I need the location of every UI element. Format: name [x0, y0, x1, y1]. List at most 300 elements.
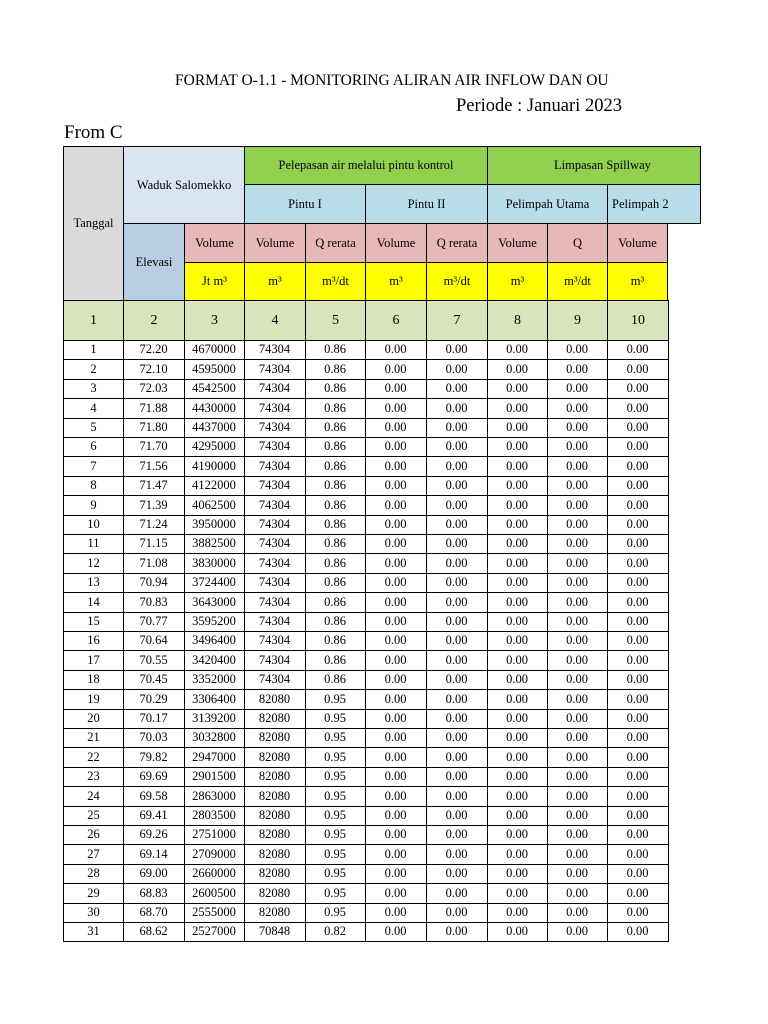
cell-volume-waduk: 4430000	[184, 398, 245, 419]
column-number-4: 4	[244, 300, 306, 341]
column-number-7: 7	[426, 300, 488, 341]
cell-volume-pintu-1: 74304	[244, 437, 306, 457]
cell-elevasi: 70.03	[123, 728, 185, 748]
cell-volume-pintu-2: 0.00	[365, 418, 427, 438]
cell-q-pintu-1: 0.95	[305, 903, 366, 923]
cell-volume-waduk: 4595000	[184, 359, 245, 380]
cell-q-pelimpah-utama: 0.00	[547, 359, 608, 380]
cell-q-pintu-2: 0.00	[426, 534, 488, 554]
cell-volume-pintu-1: 82080	[244, 844, 306, 865]
cell-q-pintu-1: 0.95	[305, 747, 366, 768]
cell-tanggal: 30	[63, 903, 124, 923]
cell-elevasi: 70.64	[123, 631, 185, 651]
header-volume-waduk: Volume	[184, 223, 245, 263]
cell-volume-pintu-2: 0.00	[365, 515, 427, 535]
cell-tanggal: 27	[63, 844, 124, 865]
header-pelepasan: Pelepasan air melalui pintu kontrol	[244, 146, 488, 185]
cell-volume-pintu-2: 0.00	[365, 534, 427, 554]
cell-volume-waduk: 2803500	[184, 806, 245, 826]
cell-volume-waduk: 3139200	[184, 709, 245, 729]
cell-q-pelimpah-utama: 0.00	[547, 670, 608, 690]
cell-q-pintu-2: 0.00	[426, 709, 488, 729]
cell-volume-pelimpah-2: 0.00	[607, 650, 669, 671]
cell-tanggal: 22	[63, 747, 124, 768]
cell-elevasi: 70.17	[123, 709, 185, 729]
cell-volume-waduk: 4670000	[184, 340, 245, 360]
cell-volume-pintu-1: 74304	[244, 670, 306, 690]
cell-volume-pelimpah-2: 0.00	[607, 553, 669, 574]
cell-volume-pelimpah-utama: 0.00	[487, 515, 548, 535]
cell-volume-pelimpah-2: 0.00	[607, 592, 669, 613]
cell-q-pintu-2: 0.00	[426, 844, 488, 865]
cell-q-pintu-2: 0.00	[426, 398, 488, 419]
cell-volume-pintu-1: 74304	[244, 534, 306, 554]
cell-volume-pelimpah-utama: 0.00	[487, 709, 548, 729]
cell-volume-pelimpah-2: 0.00	[607, 670, 669, 690]
cell-q-pintu-1: 0.86	[305, 359, 366, 380]
period-label: Periode : Januari 2023	[456, 96, 622, 116]
cell-volume-waduk: 4122000	[184, 476, 245, 496]
cell-volume-pelimpah-2: 0.00	[607, 786, 669, 807]
column-number-6: 6	[365, 300, 427, 341]
cell-q-pintu-1: 0.86	[305, 418, 366, 438]
cell-volume-waduk: 2709000	[184, 844, 245, 865]
cell-volume-pelimpah-2: 0.00	[607, 612, 669, 632]
cell-elevasi: 71.08	[123, 553, 185, 574]
cell-volume-pintu-1: 74304	[244, 359, 306, 380]
header-q-pelimpah-utama: Q	[547, 223, 608, 263]
cell-volume-pintu-2: 0.00	[365, 844, 427, 865]
cell-volume-pelimpah-utama: 0.00	[487, 903, 548, 923]
cell-q-pintu-2: 0.00	[426, 379, 488, 399]
cell-volume-pintu-2: 0.00	[365, 476, 427, 496]
cell-q-pelimpah-utama: 0.00	[547, 379, 608, 399]
cell-tanggal: 11	[63, 534, 124, 554]
cell-q-pintu-1: 0.86	[305, 379, 366, 399]
cell-volume-pintu-1: 82080	[244, 903, 306, 923]
cell-q-pintu-2: 0.00	[426, 747, 488, 768]
cell-volume-pintu-2: 0.00	[365, 747, 427, 768]
cell-elevasi: 71.80	[123, 418, 185, 438]
cell-q-pelimpah-utama: 0.00	[547, 883, 608, 904]
cell-elevasi: 69.26	[123, 825, 185, 845]
cell-volume-pelimpah-2: 0.00	[607, 709, 669, 729]
cell-q-pintu-1: 0.86	[305, 573, 366, 593]
cell-q-pelimpah-utama: 0.00	[547, 747, 608, 768]
cell-q-pelimpah-utama: 0.00	[547, 456, 608, 477]
cell-volume-pelimpah-utama: 0.00	[487, 340, 548, 360]
cell-volume-pelimpah-utama: 0.00	[487, 573, 548, 593]
cell-q-pelimpah-utama: 0.00	[547, 340, 608, 360]
unit-m3-pelimpah-utama: m³	[487, 262, 548, 301]
cell-q-pintu-1: 0.95	[305, 883, 366, 904]
cell-elevasi: 70.45	[123, 670, 185, 690]
cell-tanggal: 10	[63, 515, 124, 535]
unit-jt-m3: Jt m³	[184, 262, 245, 301]
cell-volume-pintu-2: 0.00	[365, 709, 427, 729]
cell-volume-pelimpah-2: 0.00	[607, 515, 669, 535]
cell-volume-waduk: 2751000	[184, 825, 245, 845]
cell-tanggal: 16	[63, 631, 124, 651]
cell-volume-pintu-1: 74304	[244, 612, 306, 632]
cell-volume-pelimpah-utama: 0.00	[487, 495, 548, 516]
cell-volume-pelimpah-2: 0.00	[607, 379, 669, 399]
cell-elevasi: 69.41	[123, 806, 185, 826]
cell-tanggal: 12	[63, 553, 124, 574]
cell-volume-waduk: 2863000	[184, 786, 245, 807]
cell-volume-pintu-1: 82080	[244, 883, 306, 904]
cell-volume-waduk: 3724400	[184, 573, 245, 593]
cell-tanggal: 18	[63, 670, 124, 690]
column-number-3: 3	[184, 300, 245, 341]
header-pelimpah-utama: Pelimpah Utama	[487, 184, 608, 224]
cell-volume-pelimpah-utama: 0.00	[487, 670, 548, 690]
cell-elevasi: 68.83	[123, 883, 185, 904]
cell-q-pintu-2: 0.00	[426, 922, 488, 942]
document-title: FORMAT O-1.1 - MONITORING ALIRAN AIR INFLOW DAN OU	[175, 72, 609, 89]
cell-tanggal: 14	[63, 592, 124, 613]
cell-volume-pelimpah-2: 0.00	[607, 689, 669, 710]
cell-q-pelimpah-utama: 0.00	[547, 844, 608, 865]
cell-elevasi: 68.70	[123, 903, 185, 923]
cell-q-pintu-2: 0.00	[426, 670, 488, 690]
cell-elevasi: 71.24	[123, 515, 185, 535]
cell-q-pintu-2: 0.00	[426, 515, 488, 535]
cell-volume-pelimpah-2: 0.00	[607, 864, 669, 884]
cell-q-pelimpah-utama: 0.00	[547, 864, 608, 884]
cell-q-pintu-2: 0.00	[426, 767, 488, 787]
cell-volume-pelimpah-2: 0.00	[607, 844, 669, 865]
cell-volume-pintu-2: 0.00	[365, 689, 427, 710]
cell-volume-pelimpah-utama: 0.00	[487, 747, 548, 768]
cell-q-pintu-1: 0.86	[305, 398, 366, 419]
cell-volume-pintu-1: 74304	[244, 418, 306, 438]
cell-volume-pintu-1: 70848	[244, 922, 306, 942]
cell-elevasi: 70.83	[123, 592, 185, 613]
cell-q-pelimpah-utama: 0.00	[547, 553, 608, 574]
cell-q-pintu-2: 0.00	[426, 903, 488, 923]
cell-volume-pelimpah-2: 0.00	[607, 883, 669, 904]
cell-volume-pelimpah-utama: 0.00	[487, 476, 548, 496]
cell-volume-waduk: 4190000	[184, 456, 245, 477]
cell-q-pintu-2: 0.00	[426, 631, 488, 651]
cell-tanggal: 24	[63, 786, 124, 807]
cell-volume-pelimpah-2: 0.00	[607, 825, 669, 845]
cell-volume-pelimpah-2: 0.00	[607, 495, 669, 516]
cell-volume-waduk: 2600500	[184, 883, 245, 904]
cell-q-pintu-2: 0.00	[426, 456, 488, 477]
cell-volume-waduk: 2947000	[184, 747, 245, 768]
cell-q-pintu-2: 0.00	[426, 728, 488, 748]
cell-tanggal: 4	[63, 398, 124, 419]
cell-volume-pintu-1: 74304	[244, 650, 306, 671]
header-limpasan: Limpasan Spillway	[487, 146, 701, 185]
header-volume-pelimpah-2: Volume	[607, 223, 668, 263]
cell-elevasi: 79.82	[123, 747, 185, 768]
cell-volume-pintu-2: 0.00	[365, 573, 427, 593]
cell-volume-waduk: 3352000	[184, 670, 245, 690]
cell-q-pintu-2: 0.00	[426, 418, 488, 438]
cell-volume-pintu-1: 82080	[244, 864, 306, 884]
cell-volume-pelimpah-2: 0.00	[607, 476, 669, 496]
cell-tanggal: 28	[63, 864, 124, 884]
cell-volume-pelimpah-utama: 0.00	[487, 398, 548, 419]
cell-volume-pelimpah-utama: 0.00	[487, 786, 548, 807]
cell-volume-waduk: 3496400	[184, 631, 245, 651]
cell-volume-waduk: 3643000	[184, 592, 245, 613]
cell-q-pintu-1: 0.95	[305, 864, 366, 884]
cell-tanggal: 25	[63, 806, 124, 826]
cell-q-pintu-1: 0.86	[305, 553, 366, 574]
cell-q-pintu-2: 0.00	[426, 340, 488, 360]
cell-volume-pintu-2: 0.00	[365, 553, 427, 574]
cell-volume-pintu-1: 82080	[244, 825, 306, 845]
cell-volume-pintu-1: 74304	[244, 515, 306, 535]
cell-volume-waduk: 3420400	[184, 650, 245, 671]
cell-q-pintu-2: 0.00	[426, 573, 488, 593]
cell-volume-pintu-2: 0.00	[365, 786, 427, 807]
cell-q-pintu-1: 0.86	[305, 515, 366, 535]
cell-elevasi: 71.56	[123, 456, 185, 477]
cell-volume-pintu-1: 74304	[244, 592, 306, 613]
header-tanggal: Tanggal	[63, 146, 124, 301]
header-elevasi: Elevasi	[123, 223, 185, 301]
cell-tanggal: 21	[63, 728, 124, 748]
unit-m3dt-pelimpah-utama: m³/dt	[547, 262, 608, 301]
cell-q-pintu-2: 0.00	[426, 786, 488, 807]
cell-volume-pintu-1: 82080	[244, 728, 306, 748]
cell-q-pintu-1: 0.95	[305, 709, 366, 729]
cell-tanggal: 3	[63, 379, 124, 399]
cell-volume-waduk: 3830000	[184, 553, 245, 574]
column-number-9: 9	[547, 300, 608, 341]
cell-tanggal: 9	[63, 495, 124, 516]
cell-volume-pelimpah-utama: 0.00	[487, 534, 548, 554]
cell-q-pintu-1: 0.95	[305, 728, 366, 748]
cell-volume-pintu-1: 82080	[244, 747, 306, 768]
cell-q-pelimpah-utama: 0.00	[547, 515, 608, 535]
cell-volume-pelimpah-2: 0.00	[607, 767, 669, 787]
cell-volume-pintu-2: 0.00	[365, 359, 427, 380]
cell-tanggal: 13	[63, 573, 124, 593]
cell-volume-pintu-2: 0.00	[365, 922, 427, 942]
cell-volume-pintu-1: 74304	[244, 573, 306, 593]
cell-volume-pelimpah-utama: 0.00	[487, 553, 548, 574]
cell-q-pintu-2: 0.00	[426, 806, 488, 826]
cell-q-pintu-2: 0.00	[426, 553, 488, 574]
cell-volume-pelimpah-2: 0.00	[607, 437, 669, 457]
cell-volume-pelimpah-2: 0.00	[607, 418, 669, 438]
column-number-2: 2	[123, 300, 185, 341]
cell-q-pintu-1: 0.86	[305, 456, 366, 477]
cell-q-pintu-2: 0.00	[426, 825, 488, 845]
cell-q-pintu-1: 0.95	[305, 825, 366, 845]
cell-volume-waduk: 3950000	[184, 515, 245, 535]
cell-elevasi: 71.88	[123, 398, 185, 419]
cell-q-pelimpah-utama: 0.00	[547, 612, 608, 632]
cell-volume-pintu-1: 74304	[244, 398, 306, 419]
cell-volume-pintu-1: 82080	[244, 806, 306, 826]
cell-volume-pintu-1: 82080	[244, 786, 306, 807]
cell-volume-pelimpah-utama: 0.00	[487, 592, 548, 613]
cell-volume-pelimpah-2: 0.00	[607, 340, 669, 360]
from-label: From C	[64, 122, 123, 143]
header-q-rerata-pintu-2: Q rerata	[426, 223, 488, 263]
cell-volume-pelimpah-2: 0.00	[607, 534, 669, 554]
cell-q-pelimpah-utama: 0.00	[547, 573, 608, 593]
cell-q-pintu-1: 0.95	[305, 786, 366, 807]
cell-volume-pelimpah-2: 0.00	[607, 359, 669, 380]
cell-q-pelimpah-utama: 0.00	[547, 786, 608, 807]
cell-volume-pintu-2: 0.00	[365, 883, 427, 904]
cell-q-pelimpah-utama: 0.00	[547, 592, 608, 613]
cell-q-pelimpah-utama: 0.00	[547, 398, 608, 419]
cell-volume-pintu-2: 0.00	[365, 825, 427, 845]
cell-volume-waduk: 4295000	[184, 437, 245, 457]
cell-elevasi: 70.94	[123, 573, 185, 593]
cell-elevasi: 69.00	[123, 864, 185, 884]
cell-volume-waduk: 3882500	[184, 534, 245, 554]
cell-q-pelimpah-utama: 0.00	[547, 806, 608, 826]
cell-q-pelimpah-utama: 0.00	[547, 534, 608, 554]
cell-volume-pelimpah-2: 0.00	[607, 573, 669, 593]
cell-volume-pelimpah-2: 0.00	[607, 747, 669, 768]
header-pelimpah-2: Pelimpah 2	[607, 184, 701, 224]
cell-volume-pelimpah-utama: 0.00	[487, 728, 548, 748]
cell-volume-pintu-2: 0.00	[365, 650, 427, 671]
cell-volume-pelimpah-2: 0.00	[607, 922, 669, 942]
cell-volume-pelimpah-utama: 0.00	[487, 806, 548, 826]
cell-q-pintu-2: 0.00	[426, 476, 488, 496]
cell-volume-pelimpah-utama: 0.00	[487, 456, 548, 477]
cell-tanggal: 6	[63, 437, 124, 457]
cell-q-pintu-1: 0.86	[305, 631, 366, 651]
cell-volume-pintu-2: 0.00	[365, 340, 427, 360]
cell-q-pintu-2: 0.00	[426, 650, 488, 671]
cell-volume-pintu-2: 0.00	[365, 631, 427, 651]
cell-q-pintu-1: 0.95	[305, 806, 366, 826]
cell-volume-waduk: 3032800	[184, 728, 245, 748]
cell-tanggal: 1	[63, 340, 124, 360]
cell-q-pintu-2: 0.00	[426, 495, 488, 516]
cell-volume-pelimpah-utama: 0.00	[487, 825, 548, 845]
cell-tanggal: 17	[63, 650, 124, 671]
cell-volume-waduk: 4062500	[184, 495, 245, 516]
cell-elevasi: 71.39	[123, 495, 185, 516]
header-q-rerata-pintu-1: Q rerata	[305, 223, 366, 263]
unit-m3-pintu-1: m³	[244, 262, 306, 301]
cell-volume-pelimpah-2: 0.00	[607, 806, 669, 826]
unit-m3dt-pintu-2: m³/dt	[426, 262, 488, 301]
cell-volume-pintu-1: 82080	[244, 767, 306, 787]
cell-elevasi: 72.10	[123, 359, 185, 380]
cell-q-pelimpah-utama: 0.00	[547, 476, 608, 496]
cell-elevasi: 72.20	[123, 340, 185, 360]
cell-q-pintu-1: 0.86	[305, 340, 366, 360]
cell-volume-pintu-1: 82080	[244, 709, 306, 729]
cell-volume-pelimpah-utama: 0.00	[487, 612, 548, 632]
cell-volume-pelimpah-utama: 0.00	[487, 418, 548, 438]
header-waduk: Waduk Salomekko	[123, 146, 245, 224]
cell-elevasi: 70.55	[123, 650, 185, 671]
cell-volume-pintu-2: 0.00	[365, 864, 427, 884]
cell-q-pelimpah-utama: 0.00	[547, 495, 608, 516]
cell-tanggal: 2	[63, 359, 124, 380]
cell-volume-pintu-1: 74304	[244, 340, 306, 360]
cell-volume-pelimpah-2: 0.00	[607, 903, 669, 923]
cell-tanggal: 8	[63, 476, 124, 496]
cell-volume-pelimpah-utama: 0.00	[487, 689, 548, 710]
cell-volume-pelimpah-utama: 0.00	[487, 437, 548, 457]
cell-elevasi: 71.70	[123, 437, 185, 457]
cell-volume-pintu-1: 74304	[244, 456, 306, 477]
cell-q-pintu-2: 0.00	[426, 359, 488, 380]
cell-q-pintu-1: 0.95	[305, 767, 366, 787]
cell-q-pelimpah-utama: 0.00	[547, 825, 608, 845]
cell-volume-pintu-2: 0.00	[365, 379, 427, 399]
cell-q-pelimpah-utama: 0.00	[547, 728, 608, 748]
cell-tanggal: 15	[63, 612, 124, 632]
cell-volume-pelimpah-2: 0.00	[607, 631, 669, 651]
cell-q-pintu-1: 0.82	[305, 922, 366, 942]
cell-tanggal: 5	[63, 418, 124, 438]
cell-volume-pintu-1: 74304	[244, 379, 306, 399]
cell-volume-pelimpah-utama: 0.00	[487, 844, 548, 865]
unit-m3-pelimpah-2: m³	[607, 262, 668, 301]
cell-volume-pelimpah-utama: 0.00	[487, 864, 548, 884]
cell-volume-pelimpah-utama: 0.00	[487, 631, 548, 651]
cell-q-pelimpah-utama: 0.00	[547, 631, 608, 651]
cell-volume-pelimpah-utama: 0.00	[487, 379, 548, 399]
cell-q-pelimpah-utama: 0.00	[547, 709, 608, 729]
cell-volume-pintu-2: 0.00	[365, 670, 427, 690]
cell-q-pintu-1: 0.86	[305, 592, 366, 613]
cell-volume-waduk: 2901500	[184, 767, 245, 787]
cell-q-pelimpah-utama: 0.00	[547, 689, 608, 710]
cell-elevasi: 69.14	[123, 844, 185, 865]
cell-q-pelimpah-utama: 0.00	[547, 767, 608, 787]
cell-q-pelimpah-utama: 0.00	[547, 437, 608, 457]
cell-volume-pintu-1: 74304	[244, 553, 306, 574]
column-number-10: 10	[607, 300, 669, 341]
cell-q-pelimpah-utama: 0.00	[547, 922, 608, 942]
cell-volume-pintu-1: 74304	[244, 476, 306, 496]
cell-volume-waduk: 2555000	[184, 903, 245, 923]
cell-q-pintu-1: 0.86	[305, 476, 366, 496]
column-number-1: 1	[63, 300, 124, 341]
cell-volume-pintu-2: 0.00	[365, 592, 427, 613]
cell-q-pintu-1: 0.86	[305, 670, 366, 690]
cell-q-pintu-2: 0.00	[426, 883, 488, 904]
cell-tanggal: 31	[63, 922, 124, 942]
cell-q-pintu-1: 0.95	[305, 844, 366, 865]
cell-volume-pintu-1: 74304	[244, 631, 306, 651]
cell-volume-pintu-2: 0.00	[365, 806, 427, 826]
cell-q-pintu-2: 0.00	[426, 437, 488, 457]
cell-q-pintu-1: 0.86	[305, 495, 366, 516]
cell-volume-waduk: 4437000	[184, 418, 245, 438]
cell-elevasi: 69.58	[123, 786, 185, 807]
cell-q-pelimpah-utama: 0.00	[547, 903, 608, 923]
header-volume-pintu-1: Volume	[244, 223, 306, 263]
cell-volume-pelimpah-utama: 0.00	[487, 922, 548, 942]
cell-tanggal: 7	[63, 456, 124, 477]
unit-m3dt-pintu-1: m³/dt	[305, 262, 366, 301]
cell-volume-pelimpah-2: 0.00	[607, 728, 669, 748]
cell-volume-waduk: 3595200	[184, 612, 245, 632]
cell-volume-pintu-2: 0.00	[365, 495, 427, 516]
cell-volume-pintu-1: 74304	[244, 495, 306, 516]
